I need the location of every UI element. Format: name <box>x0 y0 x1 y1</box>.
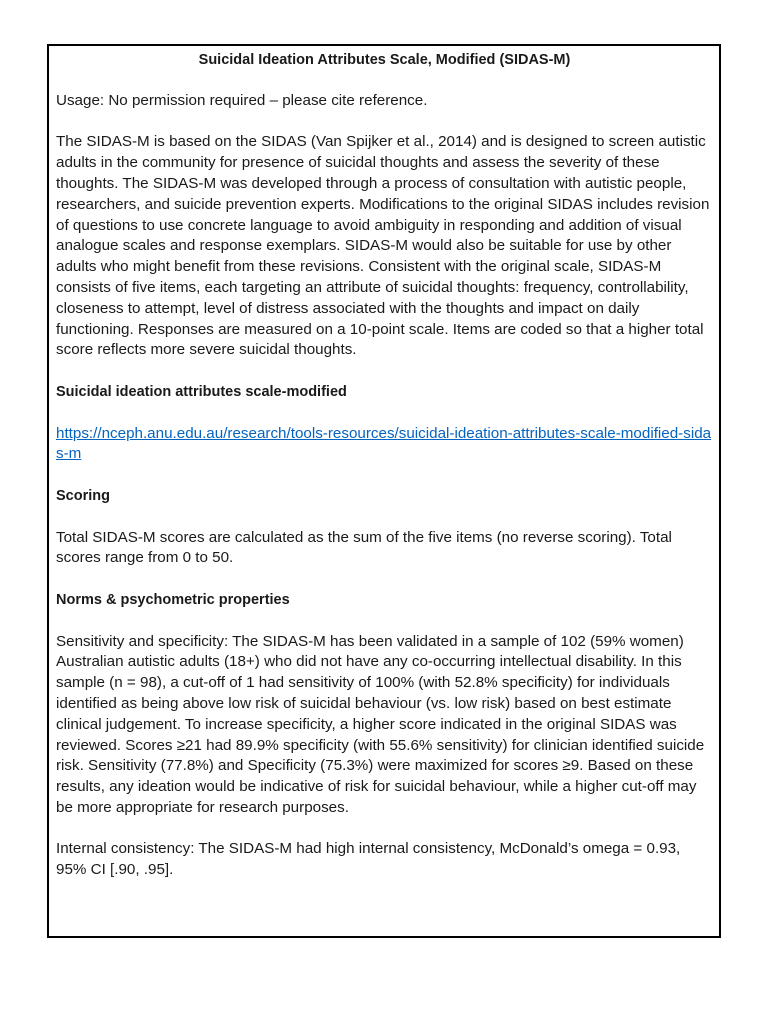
spacer <box>56 611 713 632</box>
intro-paragraph: The SIDAS-M is based on the SIDAS (Van Spijker et al., 2014) and is designed to screen autistic adults in the community for presence of suicidal thoughts and assess the severity of these thoughts. The SIDAS-M was developed through a process of consultation with autistic people, researchers, and suicide prevention experts. Modifications to the original SIDAS includes revision of questions to use concrete language to avoid ambiguity in responding and addition of visual analogue scales and response exemplars. SIDAS-M would also be suitable for use by other adults who might benefit from these revisions. Consistent with the original scale, SIDAS-M consists of five items, each targeting an attribute of suicidal thoughts: frequency, controllability, closeness to attempt, level of distress associated with the thoughts and impact on daily functioning. Responses are measured on a 10-point scale. Items are coded so that a higher total score reflects more severe suicidal thoughts. <box>56 133 710 359</box>
document-title: Suicidal Ideation Attributes Scale, Modified (SIDAS-M) <box>198 52 571 68</box>
document-frame <box>47 44 721 938</box>
sensitivity-paragraph: Sensitivity and specificity: The SIDAS-M has been validated in a sample of 102 (59% women) Australian autistic adults (18+) who did not have any co-occurring intellectual disability. In this sample (n = 98), a cut-off of 1 had sensitivity of 100% (with 52.8% specificity) for individuals identified as being above low risk of suicidal behaviour (vs. low risk) based on best estimate clinical judgement. To increase specificity, a higher score indicated in the original SIDAS was reviewed. Scores ≥21 had 89.9% specificity (with 55.6% sensitivity) for clinician identified suicide risk. Sensitivity (77.8%) and Specificity (75.3%) were maximized for scores ≥9. Based on these results, any ideation would be indicative of risk for suicidal behaviour, while a higher cut-off may be more appropriate for research purposes. <box>56 632 705 816</box>
spacer <box>56 70 713 91</box>
scale-link[interactable]: https://nceph.anu.edu.au/research/tools-resources/suicidal-ideation-attributes-scale-modified-sidas-m <box>56 424 712 463</box>
scale-link-heading: Suicidal ideation attributes scale-modified <box>56 383 347 400</box>
usage-text: Usage: No permission required – please cite reference. <box>56 91 428 109</box>
scoring-heading: Scoring <box>56 487 110 504</box>
spacer <box>56 112 713 133</box>
spacer <box>56 507 713 528</box>
spacer <box>56 569 713 590</box>
consistency-paragraph: Internal consistency: The SIDAS-M had high internal consistency, McDonald’s omega = 0.93, 95% CI [.90, .95]. <box>56 840 681 879</box>
scoring-text: Total SIDAS-M scores are calculated as the sum of the five items (no reverse scoring). Total scores range from 0 to 50. <box>56 528 672 567</box>
spacer <box>56 819 713 840</box>
spacer <box>56 403 713 424</box>
norms-heading: Norms & psychometric properties <box>56 591 290 608</box>
spacer <box>56 361 713 382</box>
spacer <box>56 465 713 486</box>
scale-link-paragraph <box>56 424 713 466</box>
